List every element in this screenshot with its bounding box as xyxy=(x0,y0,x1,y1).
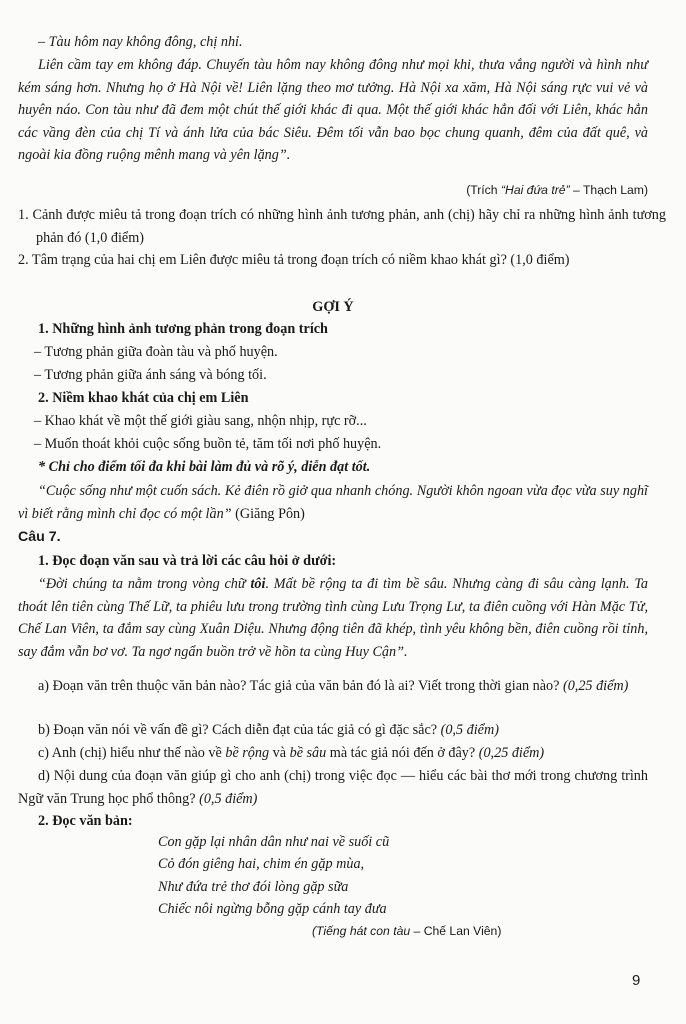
excerpt-source-title: “Hai đứa trẻ” xyxy=(500,183,570,197)
hint-item: – Muốn thoát khỏi cuộc sống buồn tẻ, tăm tối nơi phố huyện. xyxy=(34,436,382,452)
sub-question-c-end: mà tác giả nói đến ở đây? xyxy=(326,745,479,761)
hint-item: – Khao khát về một thế giới giàu sang, nhộn nhịp, rực rỡ... xyxy=(34,413,367,429)
term-depth: bề sâu xyxy=(289,745,327,761)
poem-line: Con gặp lại nhân dân như nai về suối cũ xyxy=(158,834,390,850)
hint-heading-1: 1. Những hình ảnh tương phản trong đoạn trích xyxy=(38,321,328,337)
excerpt-source-prefix: (Trích xyxy=(466,183,501,197)
points-b: (0,5 điểm) xyxy=(440,722,499,738)
term-width: bề rộng xyxy=(225,745,270,761)
page-number: 9 xyxy=(632,972,641,989)
hint-item: – Tương phản giữa ánh sáng và bóng tối. xyxy=(34,367,267,383)
excerpt-paragraph: Liên cầm tay em không đáp. Chuyến tàu hôm nay không đông như mọi khi, thưa vắng người và hình như kém sáng hơn. Nhưng họ ở Hà Nội về! Liên lặng theo mơ tưởng. Hà Nội xa xăm, Hà Nội sáng rực vui vẻ và huyên náo. Con tàu như đã đem một chút thế giới khác đi qua. Một thế giới khác hẳn đối với Liên, khác hẳn các vầng đèn của chị Tí và ánh lửa của bác Siêu. Đêm tối vẫn bao bọc chung quanh, đêm của đất quê, và ngoài kia đồng ruộng mênh mang và yên lặng”. xyxy=(18,57,648,164)
quote-author: (Giăng Pôn) xyxy=(231,505,305,522)
poem-source-title: (Tiếng hát con tàu xyxy=(312,924,411,938)
sub-question-b xyxy=(18,719,648,742)
cau7-passage-bold-word: tôi xyxy=(250,576,266,592)
sub-question-b-text: b) Đoạn văn nói về vấn đề gì? Cách diễn đạt của tác giả có gì đặc sắc? xyxy=(38,722,441,738)
excerpt-source xyxy=(18,179,648,202)
points-d: (0,5 điểm) xyxy=(199,790,258,807)
question-2: 2. Tâm trạng của hai chị em Liên được miêu tả trong đoạn trích có niềm khao khát gì? (1,0 điểm) xyxy=(18,252,570,268)
poem-line: Như đứa trẻ thơ đói lòng gặp sữa xyxy=(158,878,349,895)
sub-question-a xyxy=(18,675,648,698)
part-1-heading: 1. Đọc đoạn văn sau và trả lời các câu hỏi ở dưới: xyxy=(38,553,337,569)
question-1: 1. Cảnh được miêu tả trong đoạn trích có những hình ảnh tương phản, anh (chị) hãy chỉ ra những hình ảnh tương phản đó (1,0 điểm) xyxy=(18,207,666,246)
poem-source xyxy=(312,920,501,943)
quote xyxy=(18,480,648,525)
excerpt-source-suffix: – Thạch Lam) xyxy=(569,183,648,197)
hint-item: – Tương phản giữa đoàn tàu và phố huyện. xyxy=(34,344,278,360)
poem-line: Cỏ đón giêng hai, chim én gặp mùa, xyxy=(158,856,365,873)
hint-heading-2: 2. Niềm khao khát của chị em Liên xyxy=(38,390,249,406)
hint-note: * Chỉ cho điểm tối đa khi bài làm đủ và rõ ý, diễn đạt tốt. xyxy=(38,459,371,475)
sub-question-a-text: a) Đoạn văn trên thuộc văn bản nào? Tác giả của văn bản đó là ai? Viết trong thời gian nào? xyxy=(38,678,563,694)
hint-title: GỢI Ý xyxy=(312,299,354,315)
sub-question-d xyxy=(18,765,648,810)
poem-line: Chiếc nôi ngừng bỗng gặp cánh tay đưa xyxy=(158,901,387,918)
poem xyxy=(158,831,578,921)
poem-source-author: – Chế Lan Viên) xyxy=(410,924,502,938)
sub-question-c xyxy=(18,742,648,765)
sub-question-c-text: c) Anh (chị) hiểu như thế nào về xyxy=(38,745,226,761)
cau7-passage xyxy=(18,573,648,663)
cau7-passage-part-b: . Mất bề rộng ta đi tìm bề sâu. Nhưng càng đi sâu càng lạnh. Ta thoát lên tiên cùng Thế Lữ, ta phiêu lưu trong trường tình cùng Lưu Trọng Lư, ta điên cuồng với Hàn Mặc Tử, Chế Lan Viên, ta đắm say cùng Xuân Diệu. Nhưng động tiên đã khép, tình yêu không bền, điên cuồng rồi tỉnh, say đắm vẫn bơ vơ. Ta ngơ ngẩn buồn trở về hồn ta cùng Huy Cận”. xyxy=(18,576,648,660)
quote-text: “Cuộc sống như một cuốn sách. Kẻ điên rồ giở qua nhanh chóng. Người khôn ngoan vừa đọc vừa suy nghĩ vì biết rằng mình chỉ đọc có một lần” xyxy=(18,483,648,522)
sub-question-d-text: d) Nội dung của đoạn văn giúp gì cho anh (chị) trong việc đọc — hiểu các bài thơ mới trong chương trình Ngữ văn Trung học phổ thông? xyxy=(18,768,648,807)
cau7-passage-part-a: “Đời chúng ta nằm trong vòng chữ xyxy=(38,576,251,592)
points-c: (0,25 điểm) xyxy=(478,745,545,761)
part-2-heading: 2. Đọc văn bản: xyxy=(38,813,133,829)
question-7-label: Câu 7. xyxy=(18,529,61,545)
dialogue-line: – Tàu hôm nay không đông, chị nhỉ. xyxy=(38,34,243,50)
sub-question-c-join: và xyxy=(269,745,290,761)
points-a: (0,25 điểm) xyxy=(562,678,629,694)
